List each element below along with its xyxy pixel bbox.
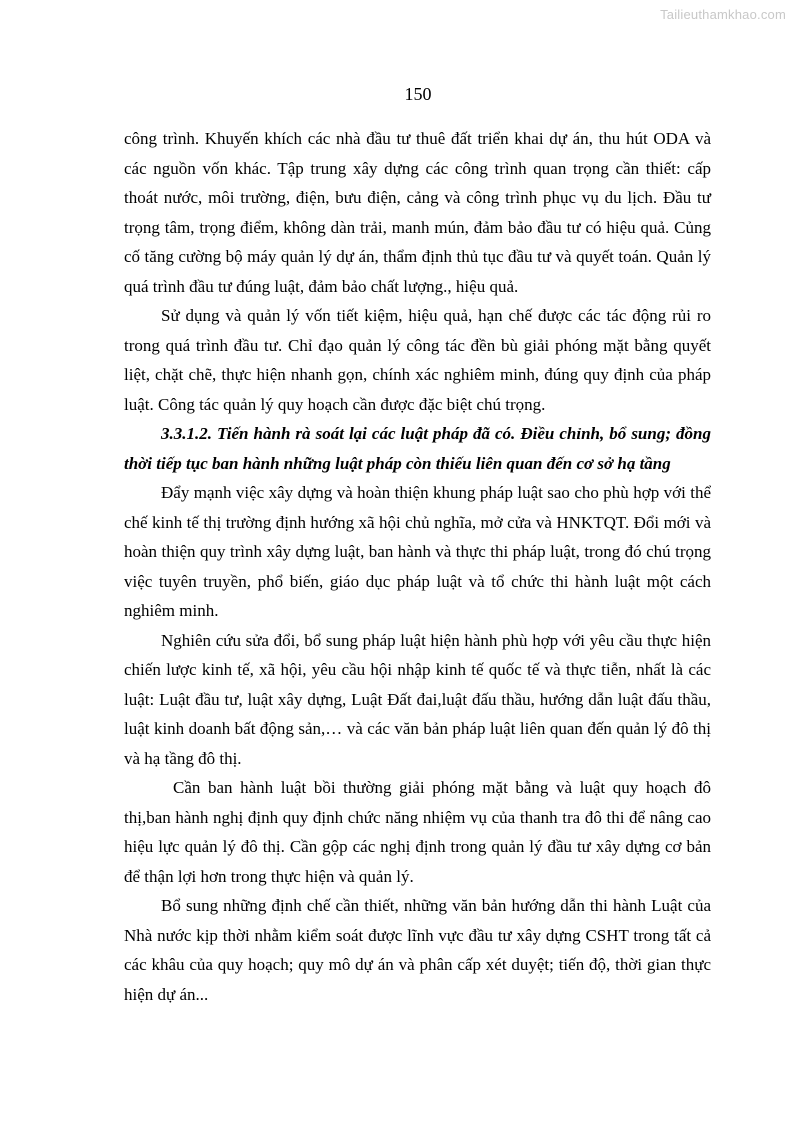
watermark-text: Tailieuthamkhao.com — [660, 7, 786, 22]
section-heading: 3.3.1.2. Tiến hành rà soát lại các luật pháp đã có. Điều chỉnh, bổ sung; đồng thời tiếp tục ban hành những luật pháp còn thiếu liên quan đến cơ sở hạ tầng — [124, 424, 711, 473]
paragraph-capital-management: Sử dụng và quản lý vốn tiết kiệm, hiệu quả, hạn chế được các tác động rủi ro trong quá trình đầu tư. Chỉ đạo quản lý công tác đền bù giải phóng mặt bằng quyết liệt, chặt chẽ, thực hiện nhanh gọn, chính xác nghiêm minh, đúng quy định của pháp luật. Công tác quản lý quy hoạch cần được đặc biệt chú trọng. — [124, 306, 711, 414]
paragraph-continuation: công trình. Khuyến khích các nhà đầu tư thuê đất triển khai dự án, thu hút ODA và các nguồn vốn khác. Tập trung xây dựng các công trình quan trọng cần thiết: cấp thoát nước, môi trường, điện, bưu điện, cảng và công trình phục vụ du lịch. Đầu tư trọng tâm, trọng điểm, không dàn trải, manh mún, đảm bảo đầu tư có hiệu quả. Củng cố tăng cường bộ máy quản lý dự án, thẩm định thủ tục đầu tư và quyết toán. Quản lý quá trình đầu tư đúng luật, đảm bảo chất lượng., hiệu quả. — [124, 129, 711, 296]
document-body — [124, 124, 711, 1009]
paragraph-law-amendment: Nghiên cứu sửa đổi, bổ sung pháp luật hiện hành phù hợp với yêu cầu thực hiện chiến lược kinh tế, xã hội, yêu cầu hội nhập kinh tế quốc tế và thực tiễn, nhất là các luật: Luật đầu tư, luật xây dựng, Luật Đất đai,luật đấu thầu, hướng dẫn luật đấu thầu, luật kinh doanh bất động sản,… và các văn bản pháp luật liên quan đến quản lý đô thị và hạ tầng đô thị. — [124, 630, 711, 768]
paragraph-new-laws: Cần ban hành luật bồi thường giải phóng mặt bằng và luật quy hoạch đô thị,ban hành nghị định quy định chức năng nhiệm vụ của thanh tra đô thi để nâng cao hiệu lực quản lý đô thị. Cần gộp các nghị định trong quản lý đầu tư xây dựng cơ bản để thận lợi hơn trong thực hiện và quản lý. — [124, 778, 711, 886]
paragraph-legal-framework: Đẩy mạnh việc xây dựng và hoàn thiện khung pháp luật sao cho phù hợp với thể chế kinh tế thị trường định hướng xã hội chủ nghĩa, mở cửa và HNKTQT. Đổi mới và hoàn thiện quy trình xây dựng luật, ban hành và thực thi pháp luật, trong đó chú trọng việc tuyên truyền, phổ biến, giáo dục pháp luật và tổ chức thi hành luật một cách nghiêm minh. — [124, 483, 711, 620]
page-number: 150 — [404, 84, 432, 104]
paragraph-institutions: Bổ sung những định chế cần thiết, những văn bản hướng dẫn thi hành Luật của Nhà nước kịp thời nhằm kiểm soát được lĩnh vực đầu tư xây dựng CSHT trong tất cả các khâu của quy hoạch; quy mô dự án và phân cấp xét duyệt; tiến độ, thời gian thực hiện dự án... — [124, 896, 711, 1004]
